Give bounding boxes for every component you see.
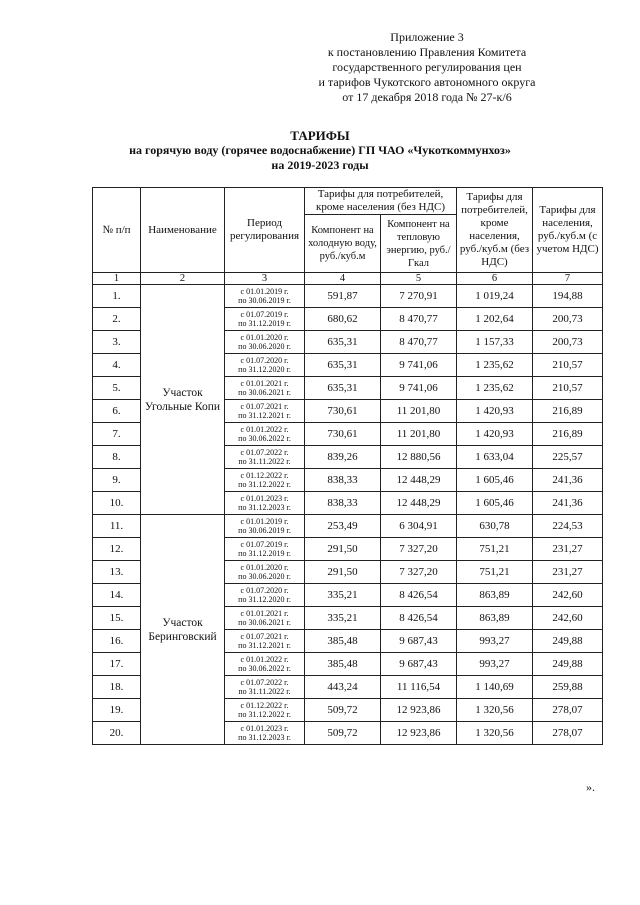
period-start: с 01.07.2019 г. — [240, 310, 289, 319]
period-start: с 01.07.2022 г. — [240, 448, 289, 457]
row-number: 2. — [93, 308, 141, 331]
period-start: с 01.07.2022 г. — [240, 678, 289, 687]
consumer-tariff: 1 019,24 — [457, 285, 533, 308]
period-end: по 31.12.2022 г. — [238, 710, 291, 719]
period-cell — [225, 584, 305, 607]
period-start: с 01.07.2021 г. — [240, 632, 289, 641]
heat-component: 9 741,06 — [381, 377, 457, 400]
population-tariff: 242,60 — [533, 584, 603, 607]
population-tariff: 241,36 — [533, 492, 603, 515]
column-number: 5 — [381, 273, 457, 285]
period-cell — [225, 630, 305, 653]
consumer-tariff: 993,27 — [457, 630, 533, 653]
period-end: по 30.06.2021 г. — [238, 388, 291, 397]
table-row — [93, 515, 603, 538]
section-name: Участок Угольные Копи — [141, 285, 225, 515]
consumer-tariff: 1 420,93 — [457, 423, 533, 446]
column-number: 6 — [457, 273, 533, 285]
heat-component: 9 687,43 — [381, 630, 457, 653]
row-number: 12. — [93, 538, 141, 561]
period-cell — [225, 354, 305, 377]
period-cell — [225, 607, 305, 630]
column-number: 4 — [305, 273, 381, 285]
population-tariff: 231,27 — [533, 538, 603, 561]
cold-water-component: 730,61 — [305, 423, 381, 446]
row-number: 11. — [93, 515, 141, 538]
row-number: 9. — [93, 469, 141, 492]
period-cell — [225, 676, 305, 699]
period-end: по 31.11.2022 г. — [238, 457, 291, 466]
heat-component: 11 116,54 — [381, 676, 457, 699]
appendix-line: к постановлению Правления Комитета — [327, 45, 527, 59]
title-line: на горячую воду (горячее водоснабжение) ГП ЧАО «Чукоткоммунхоз» — [129, 143, 511, 157]
heat-component: 11 201,80 — [381, 423, 457, 446]
row-number: 5. — [93, 377, 141, 400]
period-end: по 31.12.2019 г. — [238, 319, 291, 328]
period-end: по 31.12.2023 г. — [238, 503, 291, 512]
header-num: № п/п — [93, 188, 141, 273]
cold-water-component: 838,33 — [305, 469, 381, 492]
cold-water-component: 680,62 — [305, 308, 381, 331]
heat-component: 8 426,54 — [381, 584, 457, 607]
period-end: по 30.06.2022 г. — [238, 434, 291, 443]
cold-water-component: 635,31 — [305, 354, 381, 377]
period-end: по 31.12.2021 г. — [238, 411, 291, 420]
consumer-tariff: 1 157,33 — [457, 331, 533, 354]
period-start: с 01.01.2022 г. — [240, 425, 289, 434]
period-cell — [225, 446, 305, 469]
period-cell — [225, 377, 305, 400]
column-number: 3 — [225, 273, 305, 285]
population-tariff: 224,53 — [533, 515, 603, 538]
heat-component: 11 201,80 — [381, 400, 457, 423]
population-tariff: 225,57 — [533, 446, 603, 469]
consumer-tariff: 1 320,56 — [457, 722, 533, 745]
row-number: 18. — [93, 676, 141, 699]
heat-component: 12 923,86 — [381, 699, 457, 722]
population-tariff: 242,60 — [533, 607, 603, 630]
consumer-tariff: 993,27 — [457, 653, 533, 676]
cold-water-component: 635,31 — [305, 377, 381, 400]
header-population: Тарифы для населения, руб./куб.м (с учетом НДС) — [533, 188, 603, 273]
period-cell — [225, 331, 305, 354]
appendix-line: государственного регулирования цен — [332, 60, 522, 74]
consumer-tariff: 1 235,62 — [457, 377, 533, 400]
consumer-tariff: 1 320,56 — [457, 699, 533, 722]
period-cell — [225, 423, 305, 446]
consumer-tariff: 1 633,04 — [457, 446, 533, 469]
header-name: Наименование — [141, 188, 225, 273]
period-end: по 31.12.2020 г. — [238, 595, 291, 604]
cold-water-component: 385,48 — [305, 653, 381, 676]
row-number: 4. — [93, 354, 141, 377]
consumer-tariff: 1 235,62 — [457, 354, 533, 377]
row-number: 19. — [93, 699, 141, 722]
period-start: с 01.01.2020 г. — [240, 563, 289, 572]
period-cell — [225, 308, 305, 331]
consumer-tariff: 863,89 — [457, 584, 533, 607]
row-number: 15. — [93, 607, 141, 630]
end-mark: ». — [586, 780, 595, 794]
population-tariff: 200,73 — [533, 308, 603, 331]
consumer-tariff: 751,21 — [457, 538, 533, 561]
row-number: 8. — [93, 446, 141, 469]
period-start: с 01.07.2019 г. — [240, 540, 289, 549]
population-tariff: 249,88 — [533, 630, 603, 653]
period-end: по 30.06.2020 г. — [238, 342, 291, 351]
period-end: по 31.12.2019 г. — [238, 549, 291, 558]
heat-component: 8 426,54 — [381, 607, 457, 630]
period-start: с 01.01.2023 г. — [240, 494, 289, 503]
consumer-tariff: 1 140,69 — [457, 676, 533, 699]
row-number: 13. — [93, 561, 141, 584]
header-consumers: Тарифы для потребителей, кроме населения, руб./куб.м (без НДС) — [457, 188, 533, 273]
period-start: с 01.07.2021 г. — [240, 402, 289, 411]
population-tariff: 241,36 — [533, 469, 603, 492]
period-cell — [225, 538, 305, 561]
row-number: 16. — [93, 630, 141, 653]
period-end: по 30.06.2022 г. — [238, 664, 291, 673]
tariff-body — [93, 285, 603, 745]
population-tariff: 194,88 — [533, 285, 603, 308]
cold-water-component: 591,87 — [305, 285, 381, 308]
heat-component: 6 304,91 — [381, 515, 457, 538]
appendix-line: и тарифов Чукотского автономного округа — [318, 75, 536, 89]
heat-component: 12 923,86 — [381, 722, 457, 745]
document-title — [90, 128, 550, 173]
heat-component: 7 270,91 — [381, 285, 457, 308]
consumer-tariff: 630,78 — [457, 515, 533, 538]
period-end: по 30.06.2019 г. — [238, 296, 291, 305]
column-number-row — [93, 273, 603, 285]
population-tariff: 210,57 — [533, 354, 603, 377]
period-start: с 01.01.2021 г. — [240, 379, 289, 388]
period-start: с 01.01.2019 г. — [240, 517, 289, 526]
row-number: 1. — [93, 285, 141, 308]
cold-water-component: 730,61 — [305, 400, 381, 423]
cold-water-component: 385,48 — [305, 630, 381, 653]
consumer-tariff: 863,89 — [457, 607, 533, 630]
tariff-table — [92, 187, 603, 745]
period-start: с 01.07.2020 г. — [240, 356, 289, 365]
period-end: по 31.12.2023 г. — [238, 733, 291, 742]
column-number: 7 — [533, 273, 603, 285]
row-number: 14. — [93, 584, 141, 607]
period-end: по 30.06.2020 г. — [238, 572, 291, 581]
period-end: по 31.12.2020 г. — [238, 365, 291, 374]
header-period: Период регулирования — [225, 188, 305, 273]
heat-component: 9 741,06 — [381, 354, 457, 377]
row-number: 10. — [93, 492, 141, 515]
heat-component: 8 470,77 — [381, 308, 457, 331]
heat-component: 7 327,20 — [381, 561, 457, 584]
period-cell — [225, 515, 305, 538]
cold-water-component: 509,72 — [305, 699, 381, 722]
population-tariff: 216,89 — [533, 400, 603, 423]
period-start: с 01.12.2022 г. — [240, 471, 289, 480]
consumer-tariff: 1 420,93 — [457, 400, 533, 423]
period-cell — [225, 469, 305, 492]
population-tariff: 278,07 — [533, 699, 603, 722]
period-end: по 31.12.2021 г. — [238, 641, 291, 650]
heat-component: 12 448,29 — [381, 469, 457, 492]
cold-water-component: 509,72 — [305, 722, 381, 745]
row-number: 17. — [93, 653, 141, 676]
consumer-tariff: 1 202,64 — [457, 308, 533, 331]
appendix-line: от 17 декабря 2018 года № 27-к/6 — [342, 90, 512, 104]
row-number: 3. — [93, 331, 141, 354]
period-start: с 01.07.2020 г. — [240, 586, 289, 595]
heat-component: 12 448,29 — [381, 492, 457, 515]
population-tariff: 231,27 — [533, 561, 603, 584]
period-start: с 01.01.2021 г. — [240, 609, 289, 618]
heat-component: 8 470,77 — [381, 331, 457, 354]
section-name: Участок Беринговский — [141, 515, 225, 745]
title-line: на 2019-2023 годы — [271, 158, 369, 172]
cold-water-component: 253,49 — [305, 515, 381, 538]
table-row — [93, 285, 603, 308]
cold-water-component: 838,33 — [305, 492, 381, 515]
cold-water-component: 335,21 — [305, 607, 381, 630]
row-number: 6. — [93, 400, 141, 423]
period-end: по 31.12.2022 г. — [238, 480, 291, 489]
heat-component: 9 687,43 — [381, 653, 457, 676]
appendix-block — [262, 30, 592, 105]
header-heat: Компонент на тепловую энергию, руб./Гкал — [381, 215, 457, 273]
heat-component: 7 327,20 — [381, 538, 457, 561]
period-end: по 30.06.2021 г. — [238, 618, 291, 627]
period-end: по 31.11.2022 г. — [238, 687, 291, 696]
cold-water-component: 635,31 — [305, 331, 381, 354]
column-number: 2 — [141, 273, 225, 285]
row-number: 20. — [93, 722, 141, 745]
period-start: с 01.01.2023 г. — [240, 724, 289, 733]
period-cell — [225, 653, 305, 676]
period-cell — [225, 561, 305, 584]
period-start: с 01.01.2019 г. — [240, 287, 289, 296]
consumer-tariff: 1 605,46 — [457, 469, 533, 492]
title-line: ТАРИФЫ — [290, 128, 350, 143]
period-start: с 01.01.2022 г. — [240, 655, 289, 664]
period-cell — [225, 285, 305, 308]
column-number: 1 — [93, 273, 141, 285]
cold-water-component: 335,21 — [305, 584, 381, 607]
population-tariff: 249,88 — [533, 653, 603, 676]
row-number: 7. — [93, 423, 141, 446]
consumer-tariff: 751,21 — [457, 561, 533, 584]
heat-component: 12 880,56 — [381, 446, 457, 469]
appendix-line: Приложение 3 — [390, 30, 464, 44]
cold-water-component: 443,24 — [305, 676, 381, 699]
population-tariff: 216,89 — [533, 423, 603, 446]
period-cell — [225, 492, 305, 515]
cold-water-component: 291,50 — [305, 538, 381, 561]
cold-water-component: 291,50 — [305, 561, 381, 584]
population-tariff: 200,73 — [533, 331, 603, 354]
consumer-tariff: 1 605,46 — [457, 492, 533, 515]
period-cell — [225, 400, 305, 423]
header-cold: Компонент на холодную воду, руб./куб.м — [305, 215, 381, 273]
population-tariff: 259,88 — [533, 676, 603, 699]
population-tariff: 210,57 — [533, 377, 603, 400]
period-start: с 01.01.2020 г. — [240, 333, 289, 342]
header-group: Тарифы для потребителей, кроме населения (без НДС) — [305, 188, 457, 215]
population-tariff: 278,07 — [533, 722, 603, 745]
period-start: с 01.12.2022 г. — [240, 701, 289, 710]
period-cell — [225, 722, 305, 745]
cold-water-component: 839,26 — [305, 446, 381, 469]
period-end: по 30.06.2019 г. — [238, 526, 291, 535]
period-cell — [225, 699, 305, 722]
